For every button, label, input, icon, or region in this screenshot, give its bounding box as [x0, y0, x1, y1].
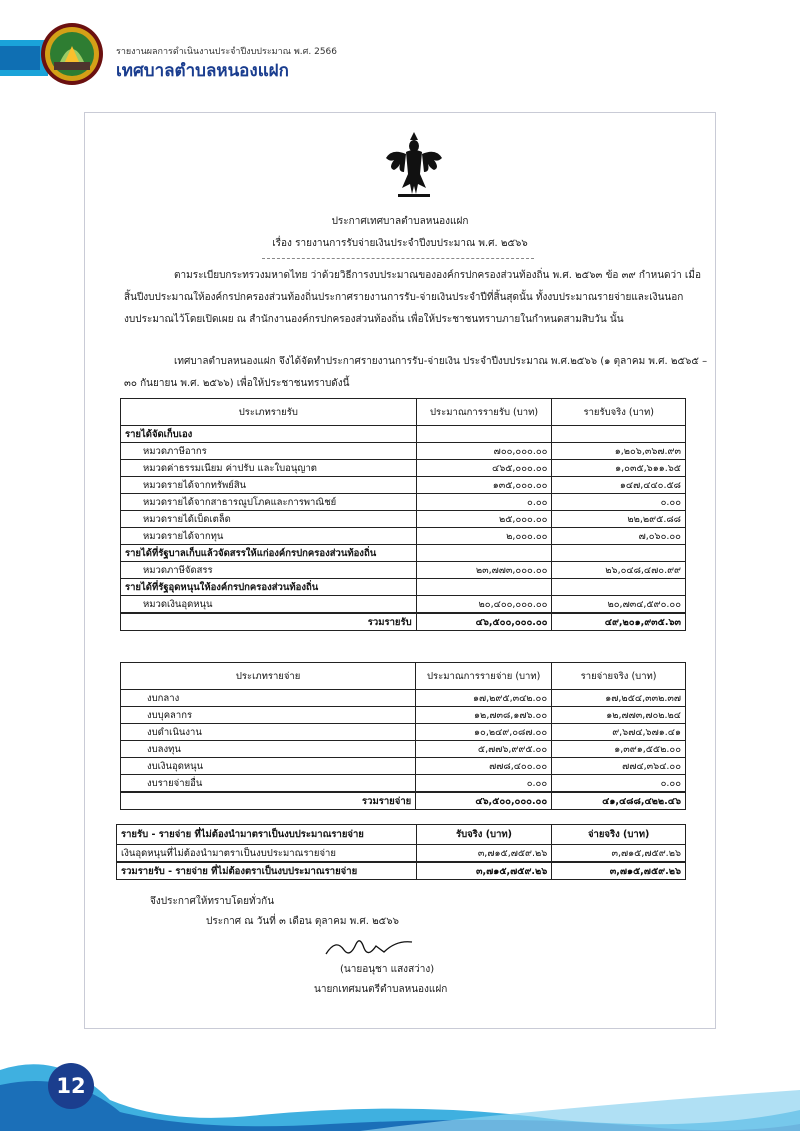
- income-item-actual: ๒๒,๒๙๕.๘๘: [552, 511, 686, 528]
- expense-item-actual: ๑,๓๙๑,๕๕๒.๐๐: [552, 741, 686, 758]
- income-item-estimate: ๐.๐๐: [416, 494, 552, 511]
- income-item-name: หมวดภาษีจัดสรร: [121, 562, 417, 579]
- income-item-name: หมวดรายได้จากทุน: [121, 528, 417, 545]
- income-item-actual: ๑,๐๓๕,๖๑๑.๖๕: [552, 460, 686, 477]
- expense-header-estimate: ประมาณการรายจ่าย (บาท): [416, 663, 552, 690]
- table-row: [121, 511, 686, 528]
- footer-wave-decoration: [0, 1040, 800, 1131]
- expense-item-actual: ๙,๖๗๔,๖๗๑.๔๑: [552, 724, 686, 741]
- income-item-name: หมวดรายได้จากสาธารณูปโภคและการพาณิชย์: [121, 494, 417, 511]
- income-item-name: หมวดรายได้เบ็ดเตล็ด: [121, 511, 417, 528]
- table-row: [121, 562, 686, 579]
- income-header-type: ประเภทรายรับ: [121, 399, 417, 426]
- income-group-label: รายได้ที่รัฐอุดหนุนให้องค์กรปกครองส่วนท้องถิ่น: [121, 579, 417, 596]
- table-row: [121, 477, 686, 494]
- income-item-actual: ๐.๐๐: [552, 494, 686, 511]
- signature-mark: [322, 932, 418, 962]
- income-item-estimate: ๒๐,๔๐๐,๐๐๐.๐๐: [416, 596, 552, 614]
- nonbudget-item-name: เงินอุดหนุนที่ไม่ต้องนำมาตราเป็นงบประมาณรายจ่าย: [117, 845, 417, 863]
- header-accent-bar-inner: [0, 46, 40, 70]
- expense-item-actual: ๐.๐๐: [552, 775, 686, 793]
- income-item-actual: ๒๖,๐๔๘,๔๗๐.๙๙: [552, 562, 686, 579]
- expense-item-estimate: ๕,๗๗๖,๙๙๕.๐๐: [416, 741, 552, 758]
- income-item-actual: ๒๐,๗๓๔,๕๙๐.๐๐: [552, 596, 686, 614]
- nonbudget-item-paid: ๓,๗๑๕,๗๕๙.๒๖: [552, 845, 686, 863]
- expense-total-label: รวมรายจ่าย: [121, 792, 416, 810]
- nonbudget-total-received: ๓,๗๑๕,๗๕๙.๒๖: [416, 862, 552, 880]
- nonbudget-table: [116, 824, 686, 880]
- income-total-label: รวมรายรับ: [121, 613, 417, 631]
- income-item-estimate: ๒๓,๗๗๓,๐๐๐.๐๐: [416, 562, 552, 579]
- table-row: [121, 775, 686, 793]
- signer-name: (นายอนุชา แสงสว่าง): [340, 964, 435, 975]
- income-item-name: หมวดรายได้จากทรัพย์สิน: [121, 477, 417, 494]
- table-row: [121, 494, 686, 511]
- table-row: [121, 443, 686, 460]
- income-total-row: [121, 613, 686, 631]
- expense-item-estimate: ๐.๐๐: [416, 775, 552, 793]
- income-item-name: หมวดค่าธรรมเนียม ค่าปรับ และใบอนุญาต: [121, 460, 417, 477]
- table-row: [121, 724, 686, 741]
- income-item-actual: ๑,๒๐๖,๓๖๗.๙๓: [552, 443, 686, 460]
- table-row: [121, 690, 686, 707]
- expense-header-actual: รายจ่ายจริง (บาท): [552, 663, 686, 690]
- report-title-line: รายงานผลการดำเนินงานประจำปีงบประมาณ พ.ศ. 2566: [116, 47, 338, 57]
- income-table: [120, 398, 686, 631]
- expense-header-type: ประเภทรายจ่าย: [121, 663, 416, 690]
- nonbudget-total-paid: ๓,๗๑๕,๗๕๙.๒๖: [552, 862, 686, 880]
- income-item-estimate: ๒๕,๐๐๐.๐๐: [416, 511, 552, 528]
- income-item-estimate: ๔๖๕,๐๐๐.๐๐: [416, 460, 552, 477]
- dashed-divider: [262, 258, 534, 259]
- expense-total-estimate: ๔๖,๕๐๐,๐๐๐.๐๐: [416, 792, 552, 810]
- expense-item-name: งบลงทุน: [121, 741, 416, 758]
- income-group-row: [121, 579, 686, 596]
- expense-item-name: งบดำเนินงาน: [121, 724, 416, 741]
- income-total-estimate: ๔๖,๕๐๐,๐๐๐.๐๐: [416, 613, 552, 631]
- expense-item-estimate: ๑๗,๒๙๕,๓๔๒.๐๐: [416, 690, 552, 707]
- closing-announce: จึงประกาศให้ทราบโดยทั่วกัน: [150, 896, 275, 907]
- income-item-actual: ๑๔๗,๔๔๐.๕๘: [552, 477, 686, 494]
- income-group-row: [121, 545, 686, 562]
- expense-item-name: งบกลาง: [121, 690, 416, 707]
- expense-item-estimate: ๑๐,๒๔๙,๐๘๗.๐๐: [416, 724, 552, 741]
- income-item-estimate: ๑๓๕,๐๐๐.๐๐: [416, 477, 552, 494]
- income-total-actual: ๔๙,๒๐๑,๙๓๕.๖๓: [552, 613, 686, 631]
- expense-item-actual: ๗๗๔,๓๖๔.๐๐: [552, 758, 686, 775]
- signer-position: นายกเทศมนตรีตำบลหนองแฝก: [314, 984, 448, 995]
- nonbudget-total-row: [117, 862, 686, 880]
- nonbudget-header-received: รับจริง (บาท): [416, 825, 552, 845]
- table-row: [121, 707, 686, 724]
- expense-item-name: งบเงินอุดหนุน: [121, 758, 416, 775]
- paragraph-2-line-1: เทศบาลตำบลหนองแฝก จึงได้จัดทำประกาศรายงานการรับ-จ่ายเงิน ประจำปีงบประมาณ พ.ศ.๒๕๖๖ (๑ ตุลาคม พ.ศ. ๒๕๖๕ –: [174, 356, 708, 367]
- nonbudget-total-label: รวมรายรับ - รายจ่าย ที่ไม่ต้องตราเป็นงบประมาณรายจ่าย: [117, 862, 417, 880]
- income-item-estimate: ๒,๐๐๐.๐๐: [416, 528, 552, 545]
- paragraph-1-line-3: งบประมาณไว้โดยเปิดเผย ณ สำนักงานองค์กรปกครองส่วนท้องถิ่น เพื่อให้ประชาชนทราบภายในกำหนดสามสิบวัน นั้น: [124, 314, 624, 325]
- expense-item-name: งบบุคลากร: [121, 707, 416, 724]
- expense-item-actual: ๑๒,๗๗๓,๗๐๒.๒๔: [552, 707, 686, 724]
- table-row: [117, 845, 686, 863]
- page-number-badge: 12: [48, 1063, 94, 1109]
- income-header-estimate: ประมาณการรายรับ (บาท): [416, 399, 552, 426]
- income-group-label: รายได้ที่รัฐบาลเก็บแล้วจัดสรรให้แก่องค์กรปกครองส่วนท้องถิ่น: [121, 545, 417, 562]
- expense-item-name: งบรายจ่ายอื่น: [121, 775, 416, 793]
- expense-total-row: [121, 792, 686, 810]
- municipality-name: เทศบาลตำบลหนองแฝก: [116, 61, 289, 81]
- paragraph-1-line-2: สิ้นปีงบประมาณให้องค์กรปกครองส่วนท้องถิ่นประกาศรายงานการรับ-จ่ายเงินประจำปีที่สิ้นสุดนั้น ทั้งงบประมาณรายจ่ายและเงินนอก: [124, 292, 684, 303]
- table-row: [121, 758, 686, 775]
- income-group-row: [121, 426, 686, 443]
- income-header-actual: รายรับจริง (บาท): [552, 399, 686, 426]
- table-row: [121, 596, 686, 614]
- expense-table: [120, 662, 686, 810]
- municipality-logo: [40, 22, 104, 86]
- expense-total-actual: ๔๑,๔๘๘,๔๒๒.๔๖: [552, 792, 686, 810]
- garuda-emblem-icon: [384, 128, 444, 200]
- nonbudget-header-paid: จ่ายจริง (บาท): [552, 825, 686, 845]
- announcement-title: ประกาศเทศบาลตำบลหนองแฝก: [331, 216, 469, 227]
- table-row: [121, 528, 686, 545]
- table-row: [121, 460, 686, 477]
- income-group-label: รายได้จัดเก็บเอง: [121, 426, 417, 443]
- expense-item-estimate: ๗๗๘,๔๐๐.๐๐: [416, 758, 552, 775]
- announcement-date: ประกาศ ณ วันที่ ๓ เดือน ตุลาคม พ.ศ. ๒๕๖๖: [206, 916, 399, 927]
- paragraph-2-line-2: ๓๐ กันยายน พ.ศ. ๒๕๖๖) เพื่อให้ประชาชนทราบดังนี้: [124, 378, 350, 389]
- nonbudget-header-type: รายรับ - รายจ่าย ที่ไม่ต้องนำมาตราเป็นงบประมาณรายจ่าย: [117, 825, 417, 845]
- income-item-estimate: ๗๐๐,๐๐๐.๐๐: [416, 443, 552, 460]
- announcement-subject: เรื่อง รายงานการรับจ่ายเงินประจำปีงบประมาณ พ.ศ. ๒๕๖๖: [272, 238, 528, 249]
- income-item-name: หมวดเงินอุดหนุน: [121, 596, 417, 614]
- table-row: [121, 741, 686, 758]
- income-item-actual: ๗,๐๖๐.๐๐: [552, 528, 686, 545]
- expense-item-estimate: ๑๒,๗๓๘,๑๗๖.๐๐: [416, 707, 552, 724]
- paragraph-1-line-1: ตามระเบียบกระทรวงมหาดไทย ว่าด้วยวิธีการงบประมาณขององค์กรปกครองส่วนท้องถิ่น พ.ศ. ๒๕๖๓ ข้อ ๓๙ กำหนดว่า เมื่อ: [174, 270, 701, 281]
- nonbudget-item-received: ๓,๗๑๕,๗๕๙.๒๖: [416, 845, 552, 863]
- expense-item-actual: ๑๗,๒๕๔,๓๓๒.๓๗: [552, 690, 686, 707]
- income-item-name: หมวดภาษีอากร: [121, 443, 417, 460]
